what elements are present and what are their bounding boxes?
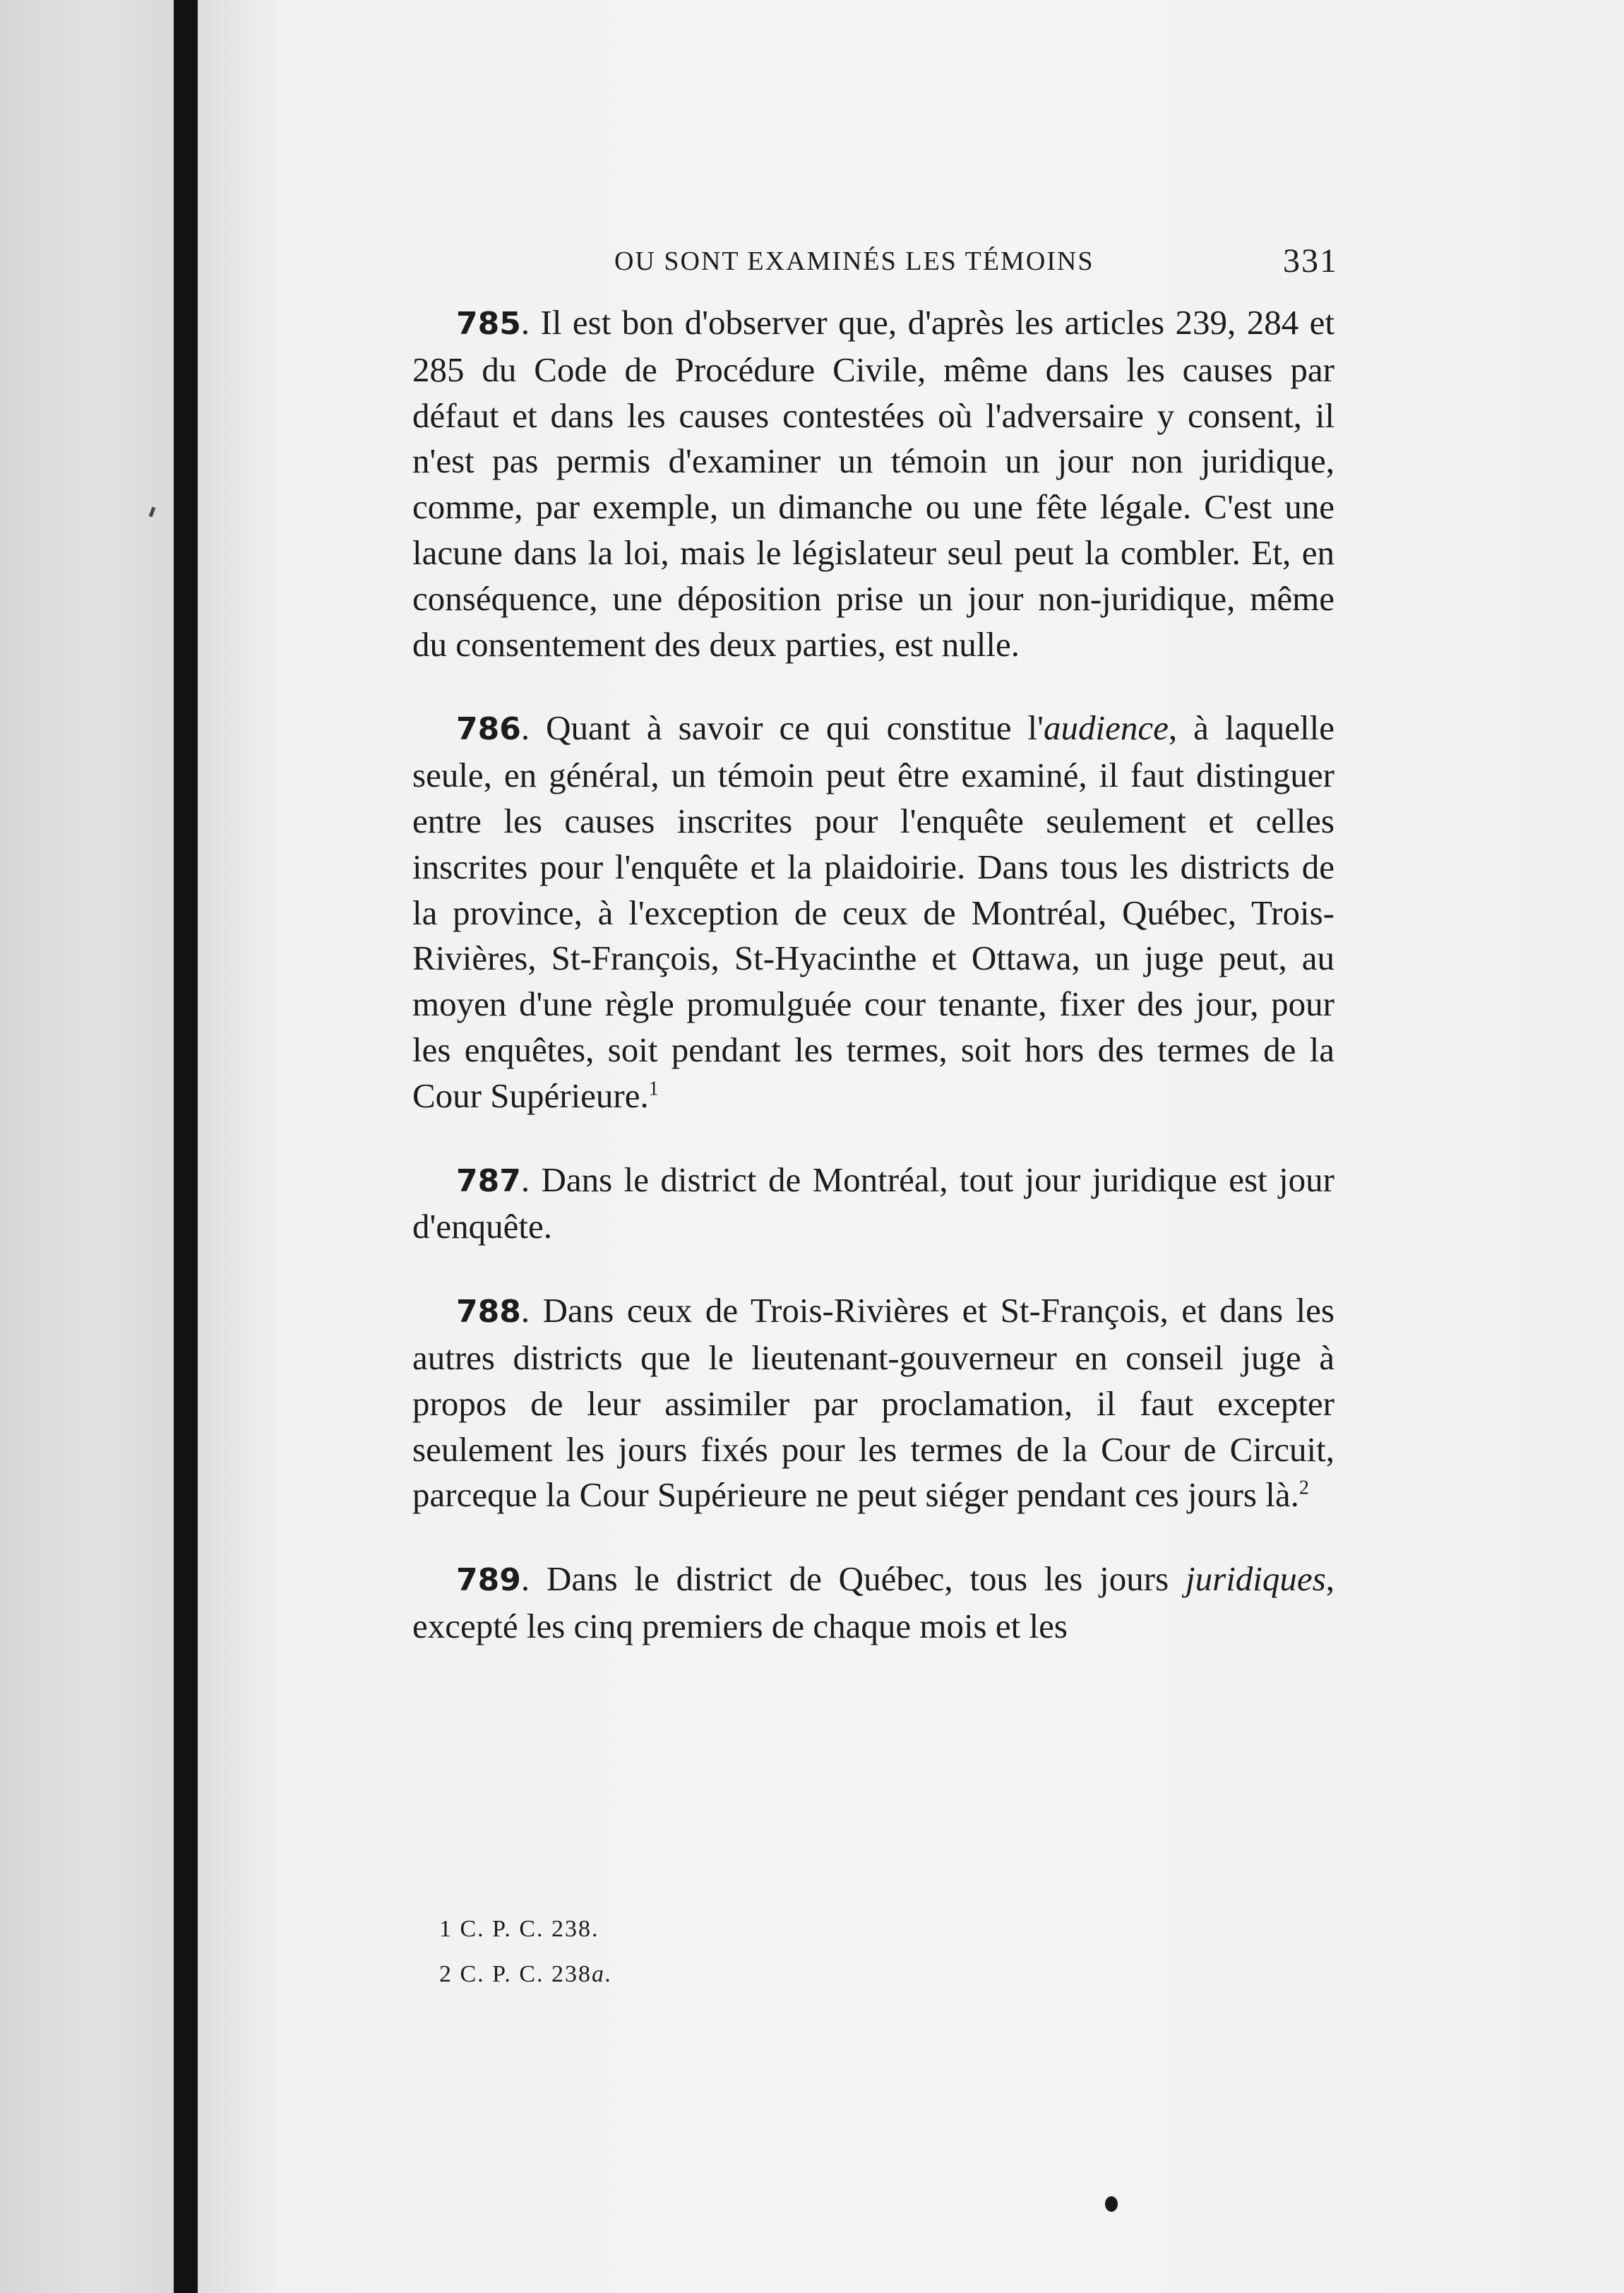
footnote-1 [439, 1907, 1004, 1952]
page-number: 331 [1283, 242, 1338, 280]
paragraph-786 [412, 705, 1335, 1119]
footnote-2 [439, 1952, 1004, 1997]
paragraph-787 [412, 1157, 1335, 1251]
book-spine [174, 0, 198, 2293]
paragraph-788 [412, 1288, 1335, 1518]
footnote-mark: 2 [439, 1961, 453, 1987]
paragraph-789 [412, 1556, 1335, 1650]
paragraph-text-continued: , à laquelle seule, en général, un témoin peut être examiné, il faut distinguer entre les causes inscrites pour l'enquête seulement et celles inscrites pour l'enquête et la plaidoirie. Dans tous les districts de la province, à l'exception de ceux de Montréal, Québec, Trois-Rivières, St-François, St-Hyacinthe et Ottawa, un juge peut, au moyen d'une règle promulguée cour tenante, fixer des jour, pour les enquêtes, soit pendant les termes, soit hors des termes de la Cour Supérieure. [412, 708, 1335, 1115]
emphasis-text: audience [1044, 708, 1169, 748]
footnote-text: C. P. C. 238. [460, 1916, 599, 1942]
running-head [420, 237, 1338, 286]
footnote-ref: 1 [648, 1078, 659, 1100]
paragraph-number: 788 [456, 1294, 521, 1330]
running-head-title: OU SONT EXAMINÉS LES TÉMOINS [614, 246, 1094, 276]
footnote-text: C. P. C. 238 [460, 1961, 592, 1987]
paragraph-text: . Quant à savoir ce qui constitue l' [520, 708, 1044, 748]
paragraph-text: . Il est bon d'observer que, d'après les articles 239, 284 et 285 du Code de Procédure Civile, même dans les causes par défaut et dans les causes contestées où l'adversaire y consent, il n'est pas permis d'examiner un témoin un jour non juridique, comme, par exemple, un dimanche ou une fête légale. C'est une lacune dans la loi, mais le législateur seul peut la combler. Et, en conséquence, une déposition prise un jour non-juridique, même du consentement des deux parties, est nulle. [412, 303, 1335, 664]
paragraph-785 [412, 300, 1335, 667]
ink-spot [1105, 2196, 1118, 2212]
paragraph-number: 785 [456, 306, 521, 342]
footnotes [439, 1907, 1004, 1997]
paragraph-number: 786 [456, 711, 521, 748]
paragraph-text: . Dans le district de Montréal, tout jour juridique est jour d'enquête. [412, 1160, 1335, 1246]
body-text [412, 300, 1335, 1688]
left-margin [0, 0, 174, 2293]
footnote-mark: 1 [439, 1916, 453, 1942]
footnote-ref: 2 [1298, 1477, 1309, 1499]
paragraph-text: . Dans ceux de Trois-Rivières et St-François, et dans les autres districts que le lieutenant-gouverneur en conseil juge à propos de leur assimiler par proclamation, il faut excepter seulement les jours fixés pour les termes de la Cour de Circuit, parceque la Cour Supérieure ne peut siéger pendant ces jours là. [412, 1291, 1335, 1515]
paragraph-text: . Dans le district de Québec, tous les jours [520, 1559, 1186, 1599]
paragraph-number: 787 [456, 1162, 521, 1199]
paragraph-number: 789 [456, 1562, 521, 1599]
footnote-suffix: a. [592, 1961, 613, 1987]
paragraph-text-continued: , excepté les cinq premiers de chaque mois et les [412, 1559, 1335, 1645]
emphasis-text: juridiques [1186, 1559, 1326, 1599]
